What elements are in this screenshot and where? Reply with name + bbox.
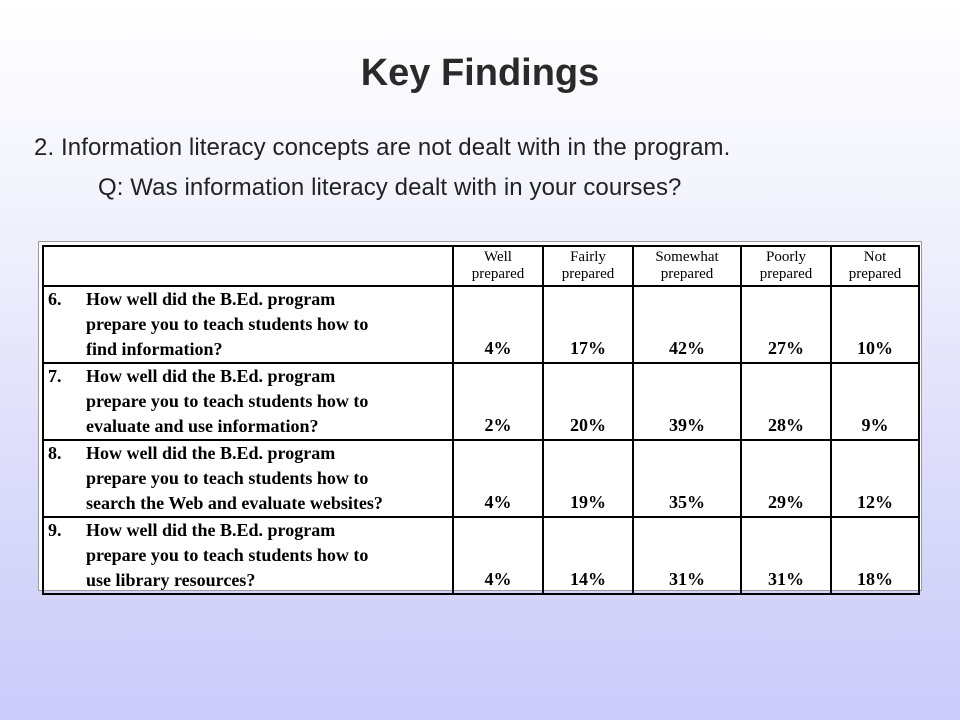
question-cell: 6. How well did the B.Ed. program prepare you to teach students how to find information?	[43, 286, 453, 363]
header-well-prepared: Well prepared	[453, 246, 543, 286]
header-somewhat-prepared: Somewhat prepared	[633, 246, 741, 286]
table-row	[43, 286, 919, 363]
value-poorly-prepared: 31%	[741, 517, 831, 594]
question-number: 7.	[48, 366, 62, 386]
question-number: 8.	[48, 443, 62, 463]
question-number: 6.	[48, 289, 62, 309]
question-cell: 9. How well did the B.Ed. program prepare you to teach students how to use library resources?	[43, 517, 453, 594]
value-not-prepared: 12%	[831, 440, 919, 517]
question-cell: 7. How well did the B.Ed. program prepare you to teach students how to evaluate and use information?	[43, 363, 453, 440]
value-not-prepared: 10%	[831, 286, 919, 363]
question-number: 9.	[48, 520, 62, 540]
survey-question: Q: Was information literacy dealt with in your courses?	[98, 174, 682, 201]
value-poorly-prepared: 27%	[741, 286, 831, 363]
value-not-prepared: 18%	[831, 517, 919, 594]
value-poorly-prepared: 29%	[741, 440, 831, 517]
value-fairly-prepared: 19%	[543, 440, 633, 517]
value-fairly-prepared: 14%	[543, 517, 633, 594]
value-somewhat-prepared: 31%	[633, 517, 741, 594]
slide-title: Key Findings	[360, 52, 600, 94]
value-well-prepared: 2%	[453, 363, 543, 440]
finding-point: 2. Information literacy concepts are not dealt with in the program.	[34, 134, 731, 161]
question-cell: 8. How well did the B.Ed. program prepare you to teach students how to search the Web and evaluate websites?	[43, 440, 453, 517]
value-poorly-prepared: 28%	[741, 363, 831, 440]
value-somewhat-prepared: 39%	[633, 363, 741, 440]
table-row	[43, 363, 919, 440]
value-well-prepared: 4%	[453, 286, 543, 363]
header-not-prepared: Not prepared	[831, 246, 919, 286]
header-fairly-prepared: Fairly prepared	[543, 246, 633, 286]
header-question	[43, 246, 453, 286]
findings-table-frame	[38, 241, 922, 591]
value-well-prepared: 4%	[453, 440, 543, 517]
value-not-prepared: 9%	[831, 363, 919, 440]
table-row	[43, 517, 919, 594]
table-row	[43, 440, 919, 517]
value-somewhat-prepared: 35%	[633, 440, 741, 517]
value-somewhat-prepared: 42%	[633, 286, 741, 363]
value-well-prepared: 4%	[453, 517, 543, 594]
value-fairly-prepared: 17%	[543, 286, 633, 363]
findings-table	[42, 245, 920, 595]
header-poorly-prepared: Poorly prepared	[741, 246, 831, 286]
value-fairly-prepared: 20%	[543, 363, 633, 440]
table-header-row	[43, 246, 919, 286]
